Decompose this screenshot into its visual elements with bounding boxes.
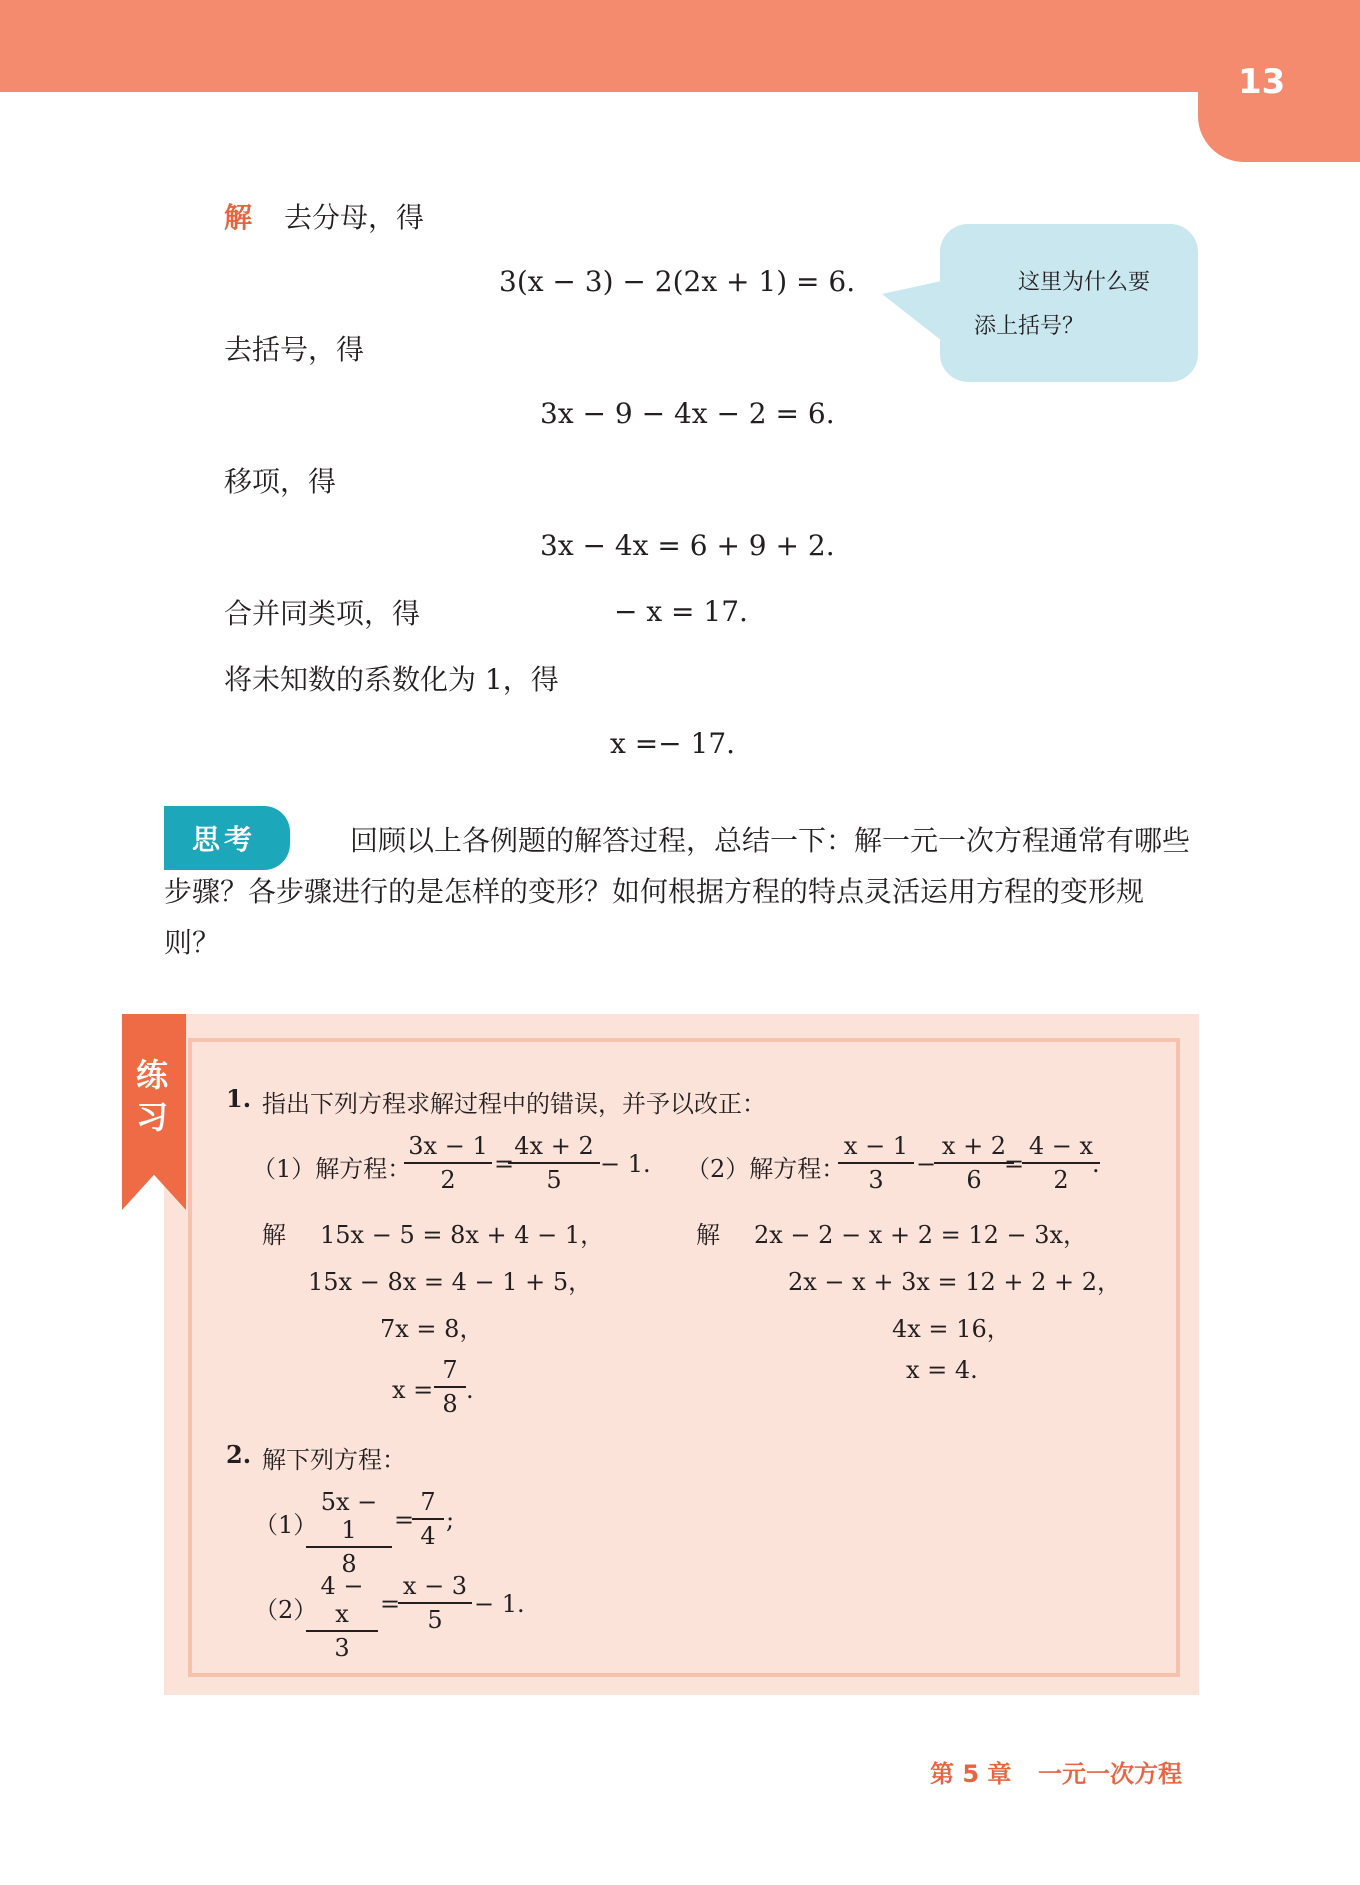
step-clear-denominator: 去分母，得 [284,201,425,234]
q1-p1-line-1: 15x − 5 = 8x + 4 − 1， [320,1221,605,1249]
q1-p2-line-1: 2x − 2 − x + 2 = 12 − 3x， [754,1221,1088,1249]
q2-p2-label: （2） [254,1596,318,1624]
equation-3: 3x − 4x = 6 + 9 + 2. [540,529,835,562]
q2-p2-equals: = [380,1590,401,1618]
q1-p2-minus: − [916,1150,937,1178]
q1-p2-equals: = [1004,1150,1025,1178]
q1-p2-f1-denominator: 3 [868,1166,884,1194]
q2-p1-tail: ; [446,1506,455,1534]
q1-p1-line-4-lhs: x = [392,1376,434,1404]
q1-p2-f2-numerator: x + 2 [934,1132,1014,1164]
bubble-line-1: 这里为什么要 [1018,270,1151,295]
think-paragraph: 回顾以上各例题的解答过程，总结一下：解一元一次方程通常有哪些步骤？各步骤进行的是怎样的变形？如何根据方程的特点灵活运用方程的变形规则？ [164,824,1191,959]
q1-p1-line-4-tail: . [466,1376,474,1404]
q2-p1-f1-numerator: 5x − 1 [306,1488,392,1548]
step-transpose: 移项，得 [224,465,337,498]
footer-chapter: 第 5 章 [930,1760,1012,1788]
q1-p2-f1-numerator: x − 1 [838,1132,914,1164]
q1-p2-solution-label: 解 [696,1221,720,1249]
equation-1: 3(x − 3) − 2(2x + 1) = 6. [499,265,856,298]
q1-p2-fraction-2 [934,1132,1014,1194]
q2-p1-f2-denominator: 4 [420,1522,436,1550]
q1-p2-fraction-3 [1022,1132,1100,1194]
bubble-line-2: 添上括号？ [974,314,1085,339]
q2-p2-fraction-1 [306,1572,378,1662]
q1-p1-equals: = [494,1150,515,1178]
q1-p1-line-2: 15x − 8x = 4 − 1 + 5， [308,1268,593,1296]
page-number: 13 [1238,62,1286,102]
q2-p2-fraction-2 [398,1572,472,1634]
q1-p1-fraction-1 [404,1132,492,1194]
q2-p1-label: （1） [254,1511,318,1539]
q2-p1-fraction-1 [306,1488,392,1578]
q1-p2-tail: . [1092,1150,1100,1178]
q1-p2-label: （2）解方程： [686,1155,846,1183]
q1-p1-f2-numerator: 4x + 2 [508,1132,600,1164]
solution-label: 解 [224,201,253,234]
step-combine-like-terms: 合并同类项，得 [224,597,421,630]
equation-4: − x = 17. [614,595,748,628]
step-remove-parentheses: 去括号，得 [224,333,365,366]
q1-p1-f1-denominator: 2 [440,1166,456,1194]
q1-p1-line-4-numerator: 7 [434,1356,466,1388]
q1-p1-f1-numerator: 3x − 1 [404,1132,492,1164]
equation-5: x =− 17. [610,727,736,760]
q2-p2-tail: − 1. [474,1590,525,1618]
hint-bubble [940,224,1198,382]
q1-p2-f2-denominator: 6 [966,1166,982,1194]
q2-p1-f2-numerator: 7 [412,1488,444,1520]
question-1-text: 指出下列方程求解过程中的错误，并予以改正： [262,1090,766,1118]
q1-p1-fraction-2 [508,1132,600,1194]
think-tag-label: 思考 [192,823,257,856]
q1-p1-tail: − 1. [600,1150,651,1178]
q1-p2-line-3: 4x = 16， [892,1315,1011,1343]
q1-p1-line-4-denominator: 8 [442,1390,458,1418]
q1-p2-line-4: x = 4. [906,1356,978,1384]
question-1-number: 1. [226,1084,252,1113]
q1-p1-label: （1）解方程： [252,1155,412,1183]
q1-p1-solution-label: 解 [262,1221,286,1249]
q1-p2-fraction-1 [838,1132,914,1194]
equation-2: 3x − 9 − 4x − 2 = 6. [540,397,835,430]
question-2-number: 2. [226,1440,252,1469]
q1-p1-line-4-fraction [434,1356,466,1418]
q2-p2-f1-denominator: 3 [334,1634,350,1662]
q2-p2-f2-denominator: 5 [427,1606,443,1634]
q1-p2-line-2: 2x − x + 3x = 12 + 2 + 2， [788,1268,1122,1296]
q1-p2-f3-numerator: 4 − x [1022,1132,1100,1164]
question-2-text: 解下列方程： [262,1446,406,1474]
practice-ribbon-label: 练习 [136,1056,169,1136]
q2-p1-fraction-2 [412,1488,444,1550]
q1-p1-line-3: 7x = 8， [380,1315,484,1343]
footer-title: 一元一次方程 [1038,1760,1182,1788]
bubble-tail [882,280,946,344]
q2-p1-f1-denominator: 8 [341,1550,357,1578]
q1-p1-f2-denominator: 5 [546,1166,562,1194]
header-bar [0,0,1360,92]
step-normalize-coefficient: 将未知数的系数化为 1，得 [224,663,559,696]
q1-p2-f3-denominator: 2 [1053,1166,1069,1194]
q2-p2-f1-numerator: 4 − x [306,1572,378,1632]
q2-p2-f2-numerator: x − 3 [398,1572,472,1604]
q2-p1-equals: = [394,1506,415,1534]
